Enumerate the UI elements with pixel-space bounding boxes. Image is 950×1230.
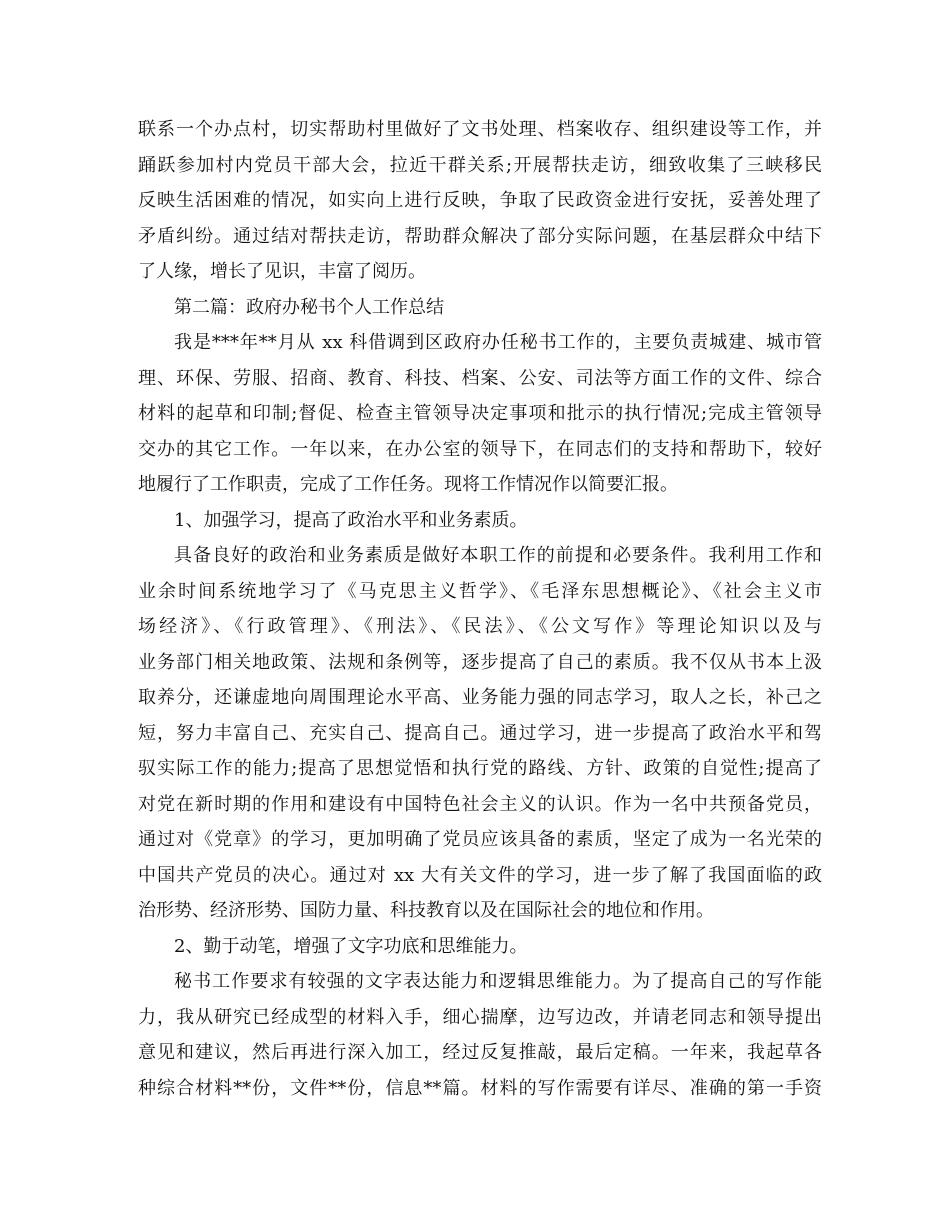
text-line: 了人缘，增长了见识，丰富了阅历。 bbox=[138, 261, 426, 282]
text-line: 矛盾纠纷。通过结对帮扶走访，帮助群众解决了部分实际问题，在基层群众中结下 bbox=[138, 225, 822, 247]
text-line: 材料的起草和印制;督促、检查主管领导决定事项和批示的执行情况;完成主管领导 bbox=[138, 403, 822, 424]
text-line: 反映生活困难的情况，如实向上进行反映，争取了民政资金进行安抚，妥善处理了 bbox=[138, 190, 822, 211]
text-line: 力，我从研究已经成型的材料入手，细心揣摩，边写边改，并请老同志和领导提出 bbox=[138, 1006, 822, 1028]
text-line: 秘书工作要求有较强的文字表达能力和逻辑思维能力。为了提高自己的写作能 bbox=[174, 971, 822, 992]
text-line: 理、环保、劳服、招商、教育、科技、档案、公安、司法等方面工作的文件、综合 bbox=[138, 367, 822, 389]
text-line: 联系一个办点村，切实帮助村里做好了文书处理、档案收存、组织建设等工作，并 bbox=[138, 119, 822, 140]
text-line: 对党在新时期的作用和建设有中国特色社会主义的认识。作为一名中共预备党员， bbox=[138, 793, 822, 815]
text-line: 第二篇：政府办秘书个人工作总结 bbox=[174, 296, 444, 318]
text-line: 中国共产党员的决心。通过对 xx 大有关文件的学习，进一步了解了我国面临的政 bbox=[138, 864, 822, 886]
text-line: 我是***年**月从 xx 科借调到区政府办任秘书工作的，主要负责城建、城市管 bbox=[174, 332, 822, 353]
text-line: 场经济》、《行政管理》、《刑法》、《民法》、《公文写作》等理论知识以及与 bbox=[138, 616, 822, 637]
text-line: 业余时间系统地学习了《马克思主义哲学》、《毛泽东思想概论》、《社会主义市 bbox=[138, 580, 822, 602]
text-line: 治形势、经济形势、国防力量、科技教育以及在国际社会的地位和作用。 bbox=[138, 900, 714, 921]
text-line: 通过对《党章》的学习，更加明确了党员应该具备的素质，坚定了成为一名光荣的 bbox=[138, 829, 822, 850]
text-line: 1、加强学习，提高了政治水平和业务素质。 bbox=[174, 509, 528, 531]
text-line: 驭实际工作的能力;提高了思想觉悟和执行党的路线、方针、政策的自觉性;提高了 bbox=[138, 758, 822, 779]
text-line: 短，努力丰富自己、充实自己、提高自己。通过学习，进一步提高了政治水平和驾 bbox=[138, 722, 822, 744]
text-line: 2、勤于动笔，增强了文字功底和思维能力。 bbox=[174, 935, 528, 957]
text-line: 业务部门相关地政策、法规和条例等，逐步提高了自己的素质。我不仅从书本上汲 bbox=[138, 651, 822, 673]
document-body bbox=[138, 112, 822, 1106]
text-line: 种综合材料**份，文件**份，信息**篇。材料的写作需要有详尽、准确的第一手资 bbox=[138, 1077, 822, 1099]
text-line: 交办的其它工作。一年以来，在办公室的领导下，在同志们的支持和帮助下，较好 bbox=[138, 438, 822, 460]
text-line: 地履行了工作职责，完成了工作任务。现将工作情况作以简要汇报。 bbox=[138, 474, 678, 495]
text-line: 取养分，还谦虚地向周围理论水平高、业务能力强的同志学习，取人之长，补己之 bbox=[138, 687, 822, 708]
text-line: 具备良好的政治和业务素质是做好本职工作的前提和必要条件。我利用工作和 bbox=[174, 545, 822, 566]
text-line: 踊跃参加村内党员干部大会，拉近干群关系;开展帮扶走访，细致收集了三峡移民 bbox=[138, 154, 822, 176]
text-line: 意见和建议，然后再进行深入加工，经过反复推敲，最后定稿。一年来，我起草各 bbox=[138, 1042, 822, 1063]
